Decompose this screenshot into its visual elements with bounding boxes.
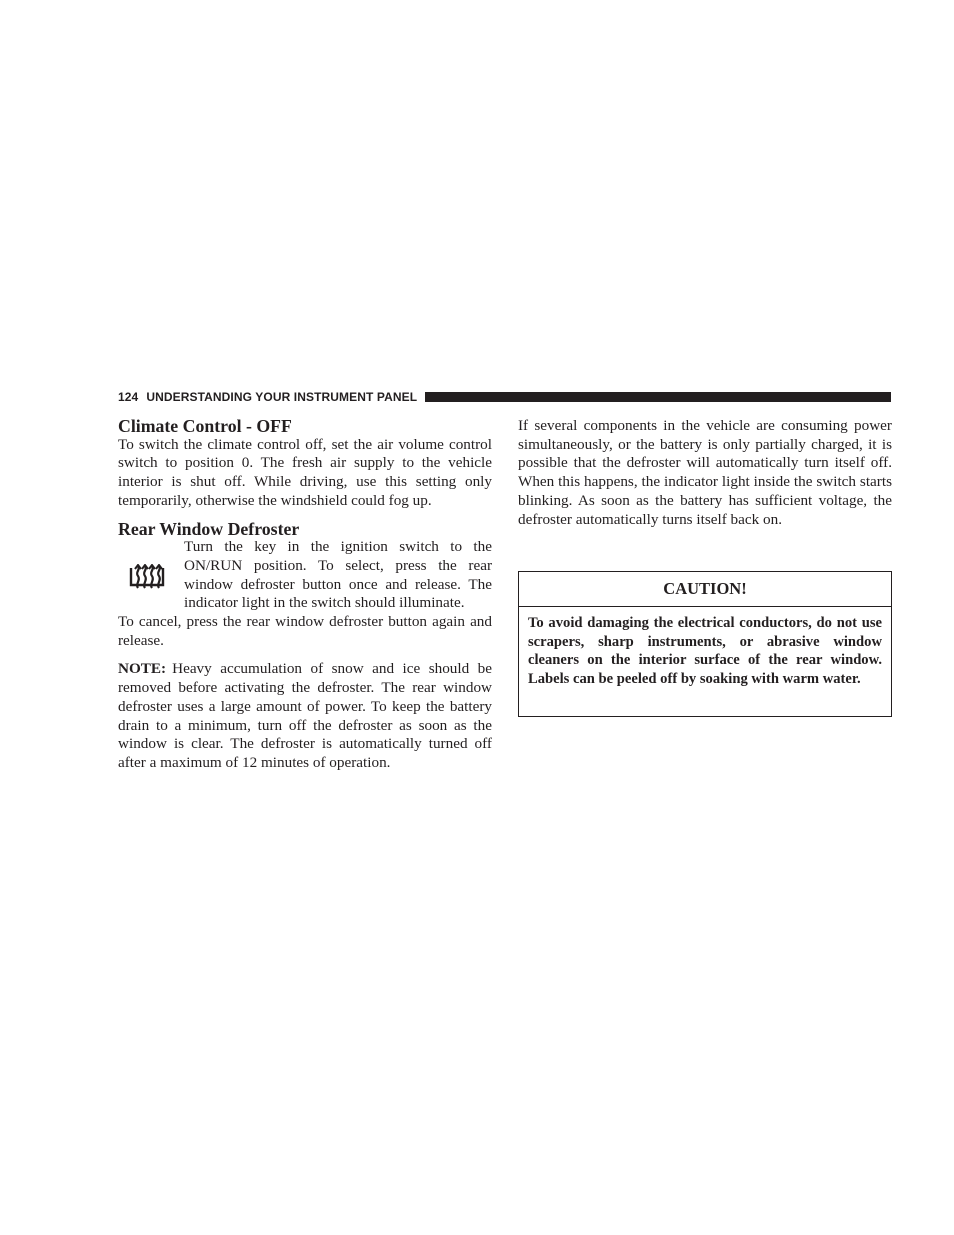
page-header bbox=[118, 389, 891, 405]
climate-off-heading: Climate Control - OFF bbox=[118, 416, 292, 436]
caution-title: CAUTION! bbox=[519, 572, 891, 607]
left-column bbox=[118, 417, 492, 773]
defroster-cancel: To cancel, press the rear window defroster button again and release. bbox=[118, 613, 492, 649]
note-label: NOTE: bbox=[118, 660, 167, 678]
right-column bbox=[518, 417, 892, 529]
defroster-icon-row bbox=[118, 538, 492, 613]
defroster-instructions: Turn the key in the ignition switch to the ON/RUN position. To select, press the rear window defroster button once and release. The indicator light in the switch should illuminate. bbox=[184, 538, 492, 612]
climate-off-body: To switch the climate control off, set the air volume control switch to position 0. The fresh air supply to the vehicle interior is shut off. While driving, use this setting only temporarily, otherwise the windshield could fog up. bbox=[118, 435, 492, 509]
page-number: 124 bbox=[118, 390, 139, 404]
rear-defroster-icon bbox=[118, 538, 184, 613]
header-rule bbox=[425, 392, 891, 402]
auto-off-paragraph: If several components in the vehicle are consuming power simultaneously, or the battery is only partially charged, it is possible that the defroster will automatically turn itself off. When this happens, the indicator light inside the switch starts blinking. As soon as the battery has sufficient voltage, the defroster automatically turns itself back on. bbox=[518, 417, 892, 528]
note-paragraph bbox=[118, 660, 492, 772]
climate-off-section bbox=[118, 417, 492, 511]
section-title: UNDERSTANDING YOUR INSTRUMENT PANEL bbox=[146, 390, 418, 404]
rear-defroster-section bbox=[118, 520, 492, 651]
rear-defroster-heading: Rear Window Defroster bbox=[118, 518, 300, 539]
note-text: Heavy accumulation of snow and ice should be removed before activating the defroster. The rear window defroster uses a large amount of power. To keep the battery drain to a minimum, turn off the defroster as soon as the window is clear. The defroster is automatically turned off after a maximum of 12 minutes of operation. bbox=[118, 660, 492, 771]
caution-text: To avoid damaging the electrical conductors, do not use scrapers, sharp instruments, or abrasive window cleaners on the interior surface of the rear window. Labels can be peeled off by soaking with warm water. bbox=[528, 615, 882, 688]
caution-box bbox=[518, 571, 892, 717]
